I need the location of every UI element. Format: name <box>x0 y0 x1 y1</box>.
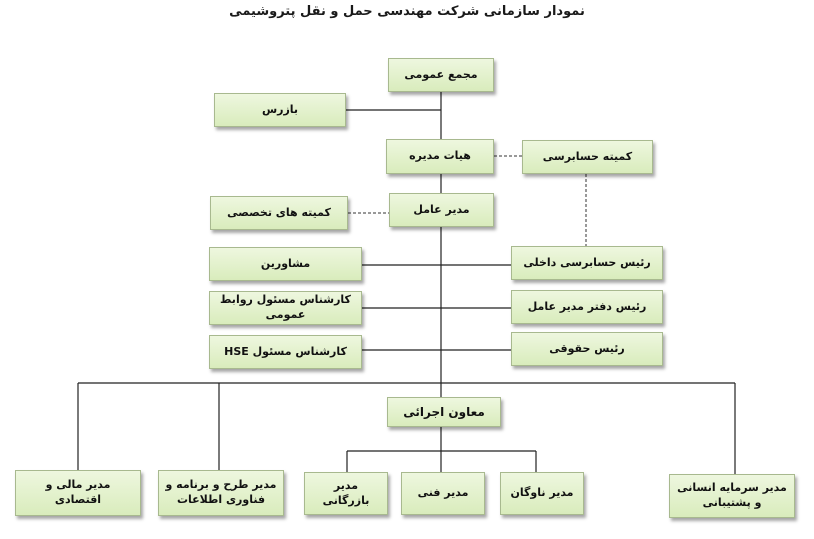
node-board: هیات مدیره <box>386 139 494 174</box>
node-advisors: مشاورین <box>209 247 362 281</box>
node-fleet-manager: مدیر ناوگان <box>500 472 584 515</box>
node-executive-deputy: معاون اجرائی <box>387 397 501 427</box>
node-hr-manager: مدیر سرمایه انسانی و پشتیبانی <box>669 474 795 518</box>
node-inspector: بازرس <box>214 93 346 127</box>
chart-title: نمودار سازمانی شرکت مهندسی حمل و نقل پتروشیمی <box>229 4 585 19</box>
node-specialized-committees: کمیته های تخصصی <box>210 196 348 230</box>
node-finance-manager: مدیر مالی و اقتصادی <box>15 470 141 516</box>
node-ceo-office-head: رئیس دفتر مدیر عامل <box>511 290 663 324</box>
node-audit-committee: کمیته حسابرسی <box>522 140 653 174</box>
node-legal-head: رئیس حقوقی <box>511 332 663 366</box>
node-pr-expert: کارشناس مسئول روابط عمومی <box>209 291 362 325</box>
node-internal-audit-head: رئیس حسابرسی داخلی <box>511 246 663 280</box>
node-general-assembly: مجمع عمومی <box>388 58 494 92</box>
node-ceo: مدیر عامل <box>389 193 494 227</box>
node-hse-expert: کارشناس مسئول HSE <box>209 335 362 369</box>
node-planning-it-manager: مدیر طرح و برنامه و فناوری اطلاعات <box>158 470 284 516</box>
node-commercial-manager: مدیر بازرگانی <box>304 472 388 515</box>
node-technical-manager: مدیر فنی <box>401 472 485 515</box>
